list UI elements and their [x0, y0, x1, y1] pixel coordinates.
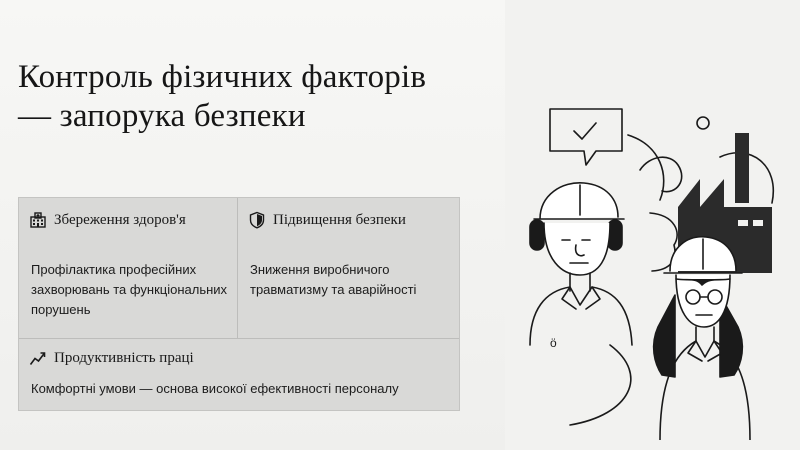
title-line-1: Контроль фізичних факторів [18, 59, 427, 95]
card-productivity-text: Комфортні умови — основа високої ефективності персоналу [31, 381, 399, 396]
shield-icon [248, 211, 266, 229]
card-health-title: Збереження здоров'я [54, 211, 186, 228]
workers-in-hard-hats-illustration [510, 95, 800, 440]
trend-line-icon [29, 349, 47, 367]
decor-circle [697, 117, 709, 129]
card-productivity-header [29, 349, 194, 367]
card-health-header [29, 211, 186, 229]
svg-text:ö: ö [550, 336, 557, 350]
card-health-text: Профілактика професійних захворювань та функціональних порушень [31, 262, 228, 317]
slide-title [18, 58, 458, 136]
card-health [19, 198, 237, 338]
card-productivity-title: Продуктивність праці [54, 349, 194, 366]
check-bubble-icon [550, 109, 622, 165]
building-health-icon [29, 211, 47, 229]
card-productivity [19, 338, 459, 410]
card-safety-text: Зниження виробничого травматизму та аварійності [250, 262, 417, 297]
card-safety-header [248, 211, 406, 229]
title-line-2: — запорука безпеки [18, 98, 306, 134]
card-safety [237, 198, 459, 338]
worker-1 [530, 183, 632, 350]
worker-2 [654, 237, 750, 440]
benefits-card-grid [18, 197, 460, 411]
card-safety-title: Підвищення безпеки [273, 211, 406, 228]
